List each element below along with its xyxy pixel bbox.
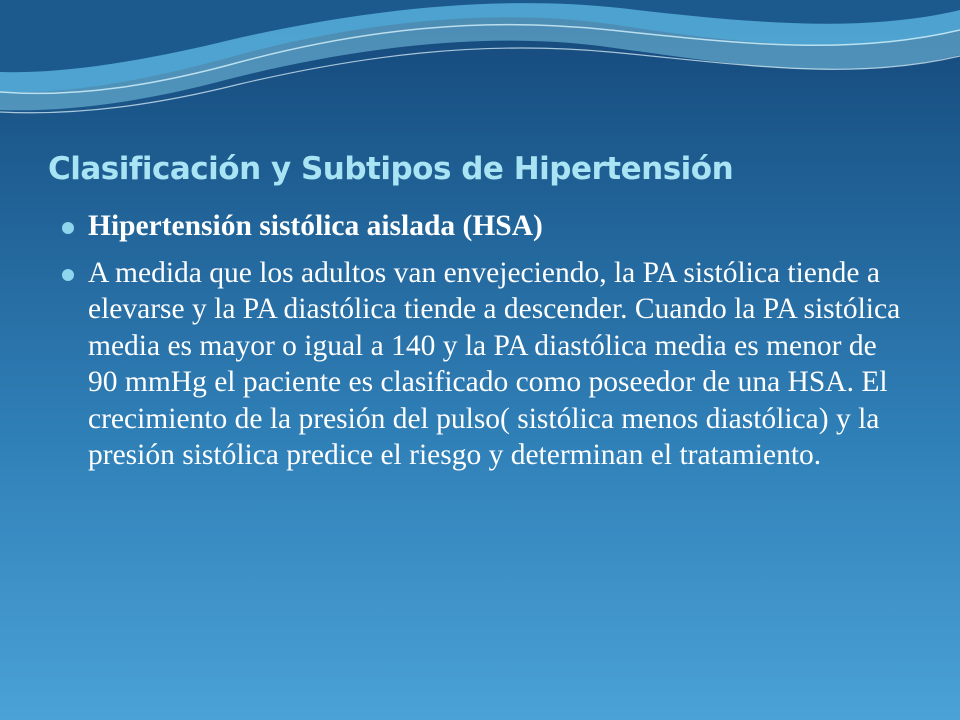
bullet-text: A medida que los adultos van envejeciendo, la PA sistólica tiende a elevarse y la PA diastólica tiende a descender. Cuando la PA sistólica media es mayor o igual a 140 y la PA diastólica media es menor de 90 mmHg el paciente es clasificado como poseedor de una HSA. El crecimiento de la presión del pulso( sistólica menos diastólica) y la presión sistólica predice el riesgo y determinan el tratamiento. [88,256,901,471]
decorative-waves [0,0,960,130]
bullet-text: Hipertensión sistólica aislada (HSA) [88,210,543,242]
bullet-list [0,208,960,484]
bullet-item-description [0,255,960,474]
slide-title: Clasificación y Subtipos de Hipertensión [48,151,734,187]
bullet-icon [62,222,74,234]
bullet-item-hsa [0,208,960,245]
bullet-icon [62,269,74,281]
